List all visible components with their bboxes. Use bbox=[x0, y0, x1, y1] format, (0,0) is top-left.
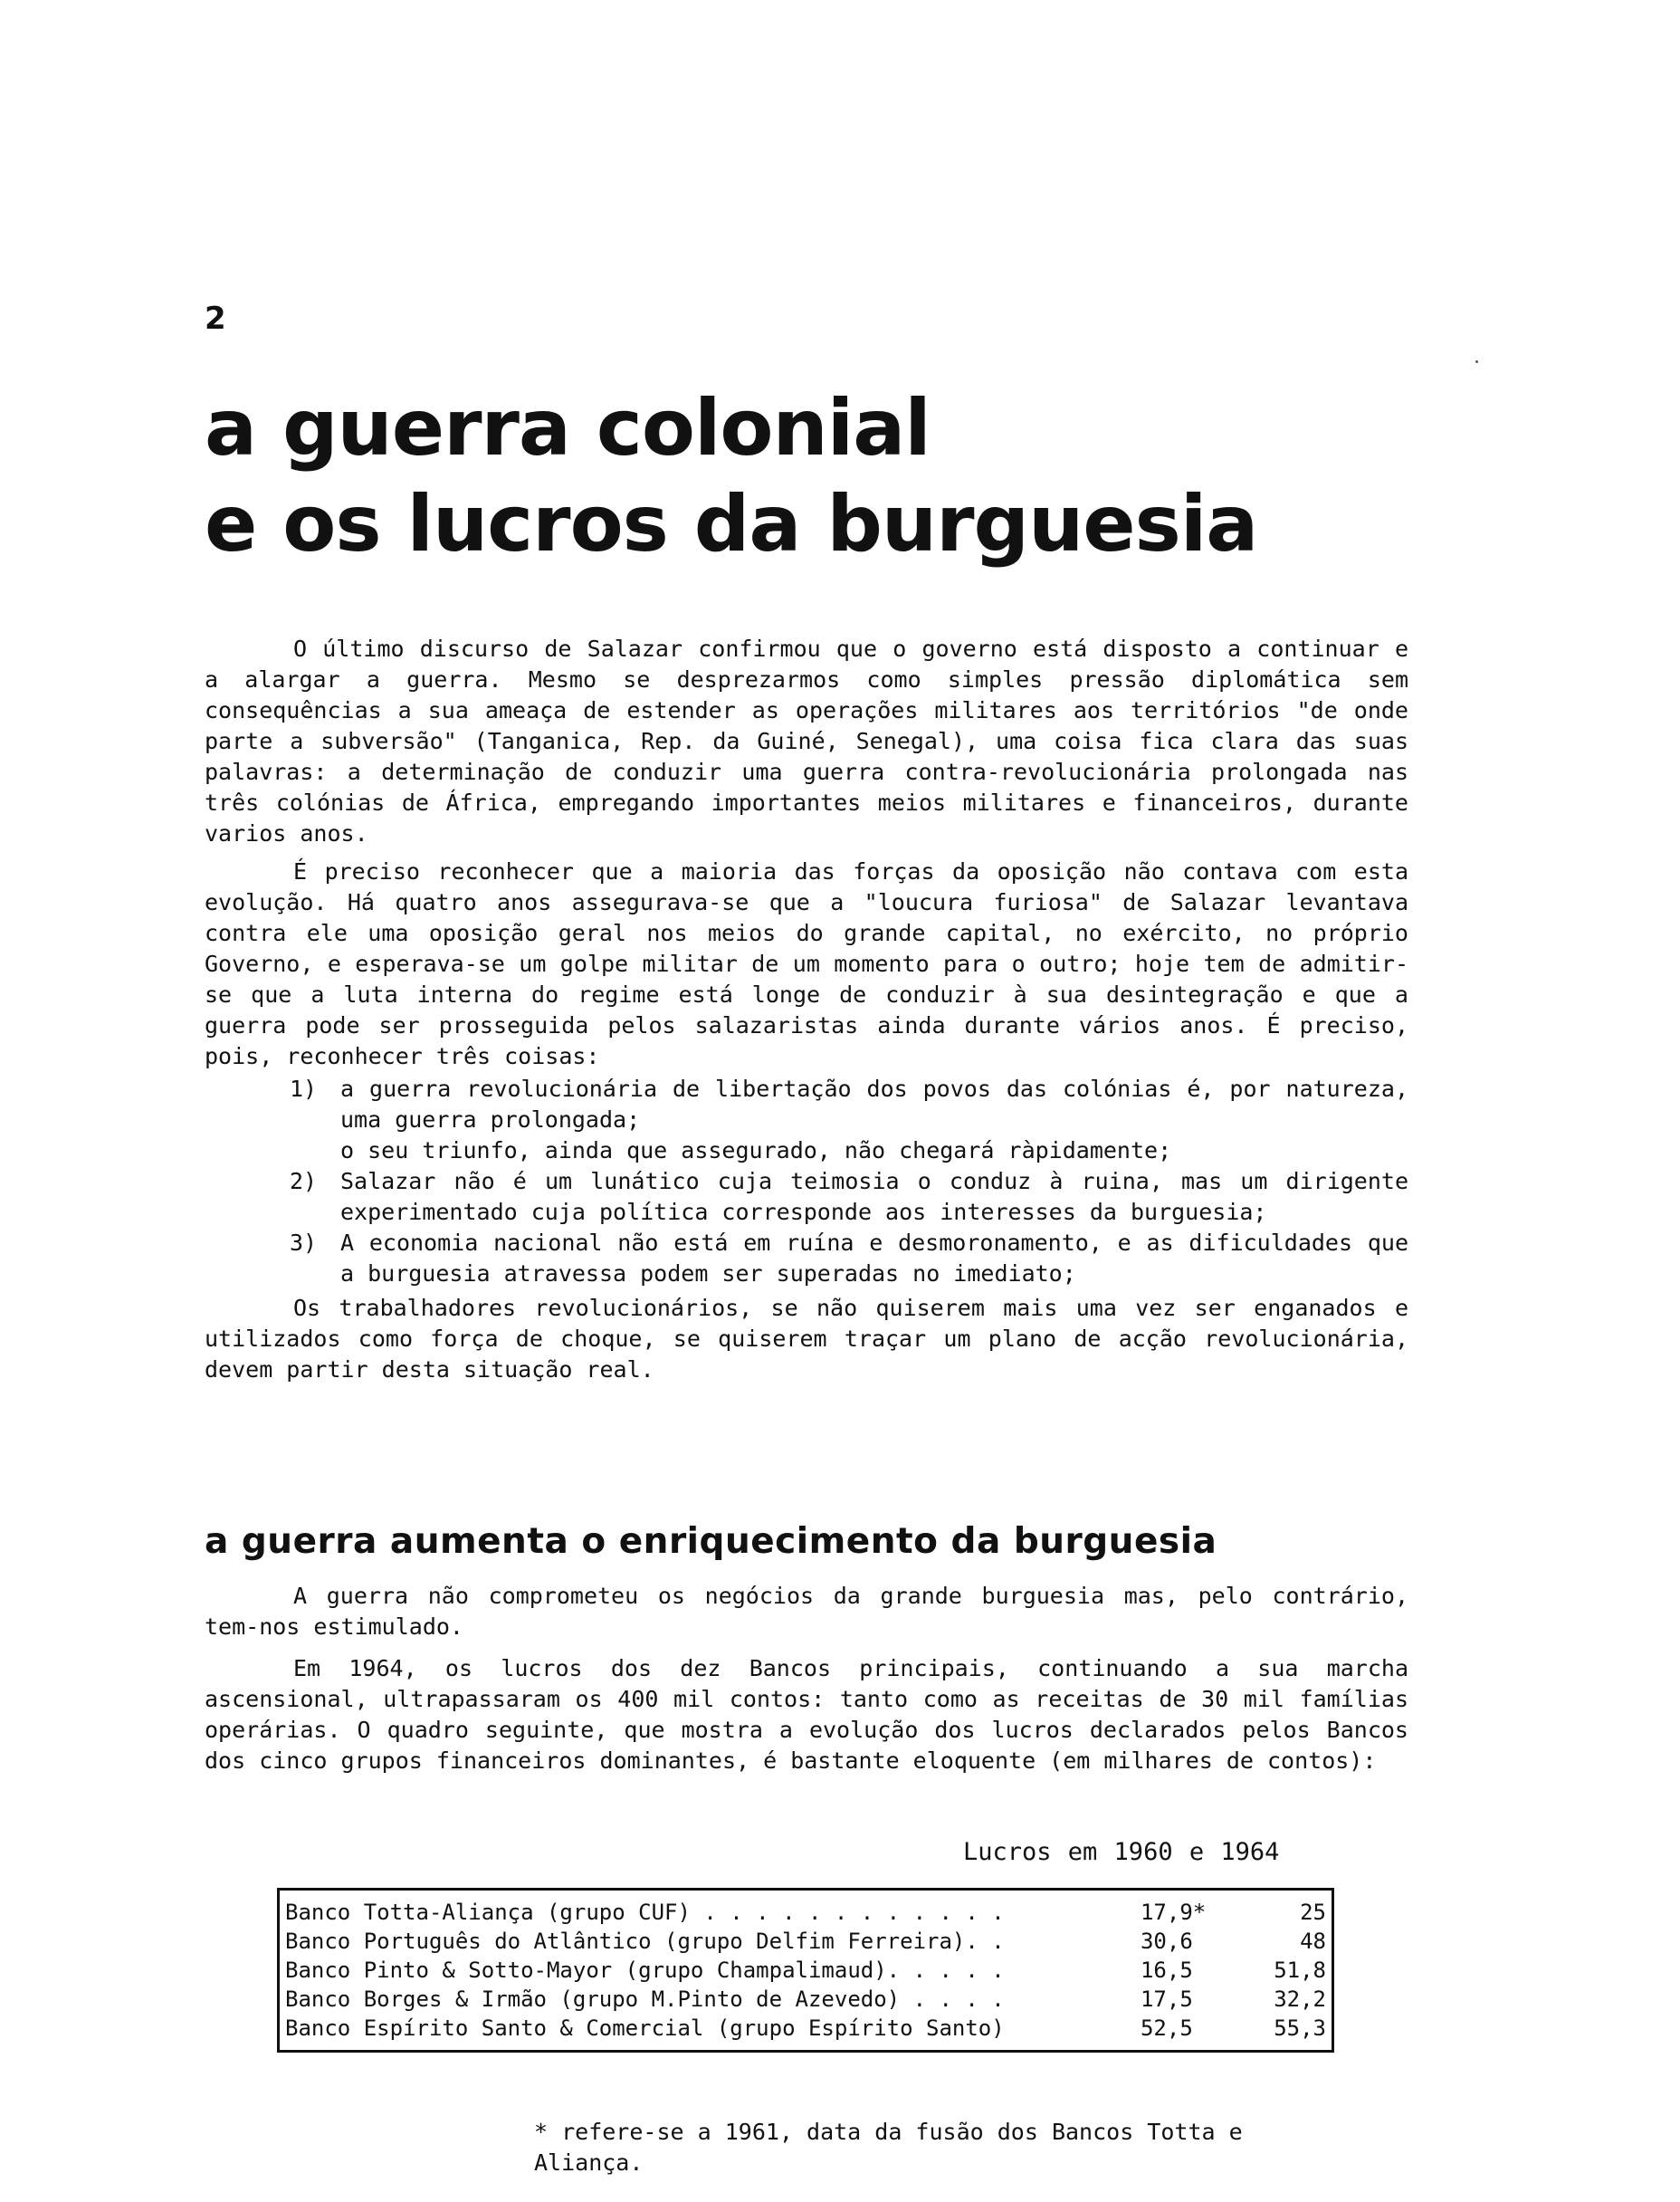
profit-1964-cell: 32,2 bbox=[1274, 1987, 1326, 2012]
list-item-continuation: o seu triunfo, ainda que assegurado, não chegará ràpidamente; bbox=[340, 1137, 1172, 1163]
profit-1960-cell: 16,5 bbox=[1140, 1958, 1193, 1983]
table-row bbox=[279, 2014, 1333, 2052]
bank-name-cell: Banco Pinto & Sotto-Mayor (grupo Champalimaud). . . . . bbox=[285, 1958, 1005, 1983]
list-item bbox=[290, 1074, 1408, 1135]
profits-table bbox=[277, 1888, 1334, 2053]
profit-1960-cell: 17,9* bbox=[1140, 1900, 1207, 1925]
title-line-1: a guerra colonial bbox=[205, 383, 931, 474]
bank-name-cell: Banco Totta-Aliança (grupo CUF) . . . . . . . . . . . . bbox=[285, 1900, 1005, 1925]
points-list bbox=[290, 1074, 1408, 1289]
section-paragraph-2: Em 1964, os lucros dos dez Bancos principais, continuando a sua marcha ascensional, ultrapassaram os 400 mil contos: tanto como as receitas de 30 mil famílias operárias. O quadro seguinte, que mostra a evolução dos lucros declarados pelos Bancos dos cinco grupos financeiros dominantes, é bastante eloquente (em milhares de contos): bbox=[205, 1655, 1408, 1774]
table-row bbox=[279, 1890, 1333, 1928]
section-title: a guerra aumenta o enriquecimento da burguesia bbox=[205, 1521, 1217, 1562]
table-row bbox=[279, 1956, 1333, 1985]
title-line-2: e os lucros da burguesia bbox=[205, 479, 1258, 570]
list-item bbox=[290, 1166, 1408, 1228]
scan-speck bbox=[1475, 360, 1478, 363]
list-item-number: 1) bbox=[290, 1076, 318, 1102]
bank-name-cell: Banco Borges & Irmão (grupo M.Pinto de Azevedo) . . . . bbox=[285, 1987, 1005, 2012]
list-item-number: 3) bbox=[290, 1230, 318, 1256]
profit-1964-cell: 25 bbox=[1300, 1900, 1326, 1925]
profit-1964-cell: 55,3 bbox=[1274, 2015, 1326, 2041]
list-item bbox=[290, 1228, 1408, 1289]
intro-paragraph-2: É preciso reconhecer que a maioria das forças da oposição não contava com esta evolução. Há quatro anos assegurava-se que a "loucura furiosa" de Salazar levantava contra ele uma oposição geral nos meios do grande capital, no exército, no próprio Governo, e esperava-se um golpe militar de um momento para o outro; hoje tem de admitir-se que a luta interna do regime está longe de conduzir à sua desintegração e que a guerra pode ser prosseguida pelos salazaristas ainda durante vários anos. É preciso, pois, reconhecer três coisas: bbox=[205, 858, 1408, 1069]
intro-paragraph-1: O último discurso de Salazar confirmou que o governo está disposto a continuar e a alargar a guerra. Mesmo se desprezarmos como simples pressão diplomática sem consequências a sua ameaça de estender as operações militares aos territórios "de onde parte a subversão" (Tanganica, Rep. da Guiné, Senegal), uma coisa fica clara das suas palavras: a determinação de conduzir uma guerra contra-revolucionária prolongada nas três colónias de África, empregando importantes meios militares e financeiros, durante varios anos. bbox=[205, 636, 1408, 847]
table-row bbox=[279, 1985, 1333, 2014]
profit-1960-cell: 30,6 bbox=[1140, 1929, 1193, 1954]
bank-name-cell: Banco Português do Atlântico (grupo Delfim Ferreira). . bbox=[285, 1929, 1005, 1954]
page-number: 2 bbox=[205, 301, 226, 337]
profit-1964-cell: 51,8 bbox=[1274, 1958, 1326, 1983]
table-footnote: * refere-se a 1961, data da fusão dos Bancos Totta e Aliança. bbox=[534, 2119, 1243, 2176]
list-item-text: a guerra revolucionária de libertação dos povos das colónias é, por natureza, uma guerra prolongada; bbox=[340, 1076, 1408, 1133]
profit-1964-cell: 48 bbox=[1300, 1929, 1326, 1954]
closing-paragraph: Os trabalhadores revolucionários, se não quiserem mais uma vez ser enganados e utilizados como força de choque, se quiserem traçar um plano de acção revolucionária, devem partir desta situação real. bbox=[205, 1295, 1408, 1383]
section-paragraph-1: A guerra não comprometeu os negócios da grande burguesia mas, pelo contrário, tem-nos estimulado. bbox=[205, 1583, 1408, 1640]
list-item-text: Salazar não é um lunático cuja teimosia o conduz à ruina, mas um dirigente experimentado cuja política corresponde aos interesses da burguesia; bbox=[340, 1168, 1408, 1225]
list-item-text: A economia nacional não está em ruína e desmoronamento, e as dificuldades que a burguesia atravessa podem ser superadas no imediato; bbox=[340, 1230, 1408, 1287]
profit-1960-cell: 17,5 bbox=[1140, 1987, 1193, 2012]
table-caption: Lucros em 1960 e 1964 bbox=[963, 1838, 1280, 1866]
profit-1960-cell: 52,5 bbox=[1140, 2015, 1193, 2041]
bank-name-cell: Banco Espírito Santo & Comercial (grupo Espírito Santo) bbox=[285, 2015, 1005, 2041]
table-row bbox=[279, 1927, 1333, 1956]
list-item-number: 2) bbox=[290, 1168, 318, 1194]
page-title bbox=[205, 380, 1257, 572]
